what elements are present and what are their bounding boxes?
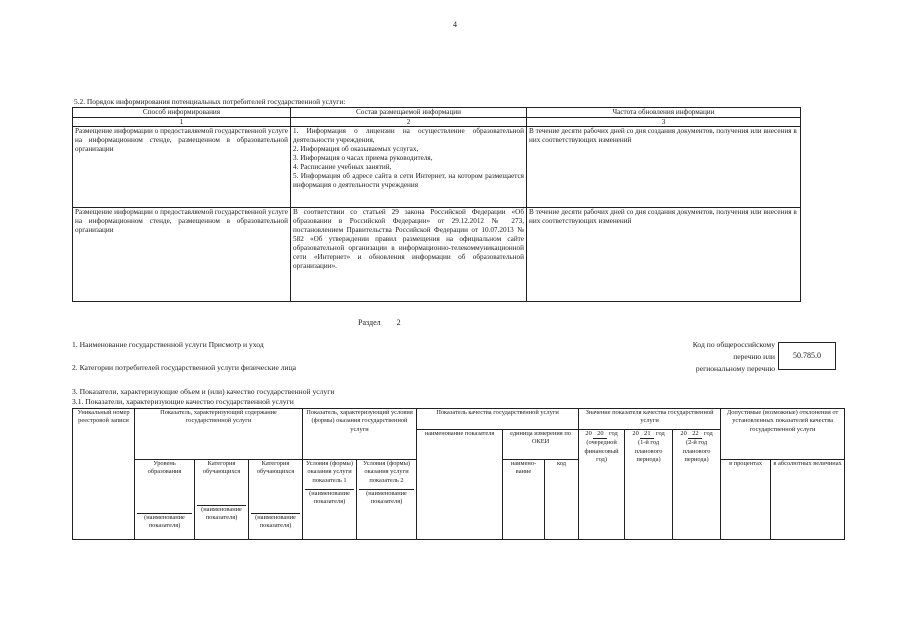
unit-header: единица измерения по ОКЕИ <box>503 430 579 460</box>
method-cell: Размещение информации о предоставляемой государственной услуге на информационном стенде, размещенном в образовательной организации <box>73 127 291 208</box>
indicators-heading: 3. Показатели, характеризующие объем и (или) качество государственной услуги <box>72 387 335 396</box>
quality-indicators-heading: 3.1. Показатели, характеризующие качество государственной услуги <box>72 397 294 406</box>
value-header: Значение показателя качества государственной услуги <box>579 409 721 430</box>
deviation-header: Допустимые (возможные) отклонения от установленных показателей качества государственной услуги <box>721 409 845 460</box>
content-col-1: Уровень образования (наименование показателя) <box>135 460 195 540</box>
content-indicator-header: Показатель, характеризующий содержание государственной услуги <box>135 409 303 460</box>
frequency-cell: В течение десяти рабочих дней со дня создания документов, получения или внесения в них соответствующих изменений <box>527 127 801 208</box>
deviation-absolute-header: в абсолютных величинах <box>771 460 845 540</box>
okei-label-line: перечню или <box>733 352 775 361</box>
col-number: 2 <box>291 118 527 127</box>
informing-table <box>72 107 801 302</box>
service-name: 1. Наименование государственной услуги Присмотр и уход <box>72 340 264 349</box>
conditions-indicator-header: Показатель, характеризующий условия (формы) оказания государственной услуги <box>303 409 417 460</box>
section-5-2-title: 5.2. Порядок информирования потенциальных потребителей государственной услуги: <box>74 97 346 106</box>
unit-name-header: наимено-вание <box>503 460 545 540</box>
section-heading <box>358 318 401 328</box>
okei-code-box: 50.785.0 <box>778 342 836 370</box>
year-3-header: 20 22 год (2-й год планового периода) <box>673 430 721 540</box>
content-line: 3. Информация о часах приема руководителя, <box>293 154 433 162</box>
section-number: 2 <box>396 318 401 327</box>
okei-label-line: региональному перечню <box>695 364 775 373</box>
table-row <box>73 127 801 208</box>
content-line: 1. Информация о лицензии на осуществление образовательной деятельности учреждения, <box>293 127 524 144</box>
frequency-cell: В течение десяти рабочих дней со дня создания документов, получения или внесения в них соответствующих изменений <box>527 208 801 302</box>
unit-code-header: код <box>545 460 579 540</box>
col-number: 1 <box>73 118 291 127</box>
content-line: 5. Информация об адресе сайта в сети Интернет, на котором размещается информация о деятельности учреждения <box>293 172 524 189</box>
content-col-3: Категория обучающихся (наименование показателя) <box>249 460 303 540</box>
col-header-content: Состав размещаемой информации <box>291 108 527 118</box>
consumer-category: 2. Категории потребителей государственной услуги физические лица <box>72 363 297 372</box>
col-header-frequency: Частота обновления информации <box>527 108 801 118</box>
year-2-header: 20 21 год (1-й год планового периода) <box>625 430 673 540</box>
content-line: 4. Расписание учебных занятий, <box>293 163 392 171</box>
okei-label-line: Код по общероссийскому <box>692 340 775 349</box>
content-col-2: Категория обучающихся (наименование показателя) <box>195 460 249 540</box>
content-cell <box>291 127 527 208</box>
indicator-name-header: наименование показателя <box>417 430 503 540</box>
deviation-percent-header: в процентах <box>721 460 771 540</box>
condition-col-1: Условия (формы) оказания услуги показатель 1 (наименование показателя) <box>303 460 357 540</box>
page-number: 4 <box>453 20 457 29</box>
condition-col-2: Условия (формы) оказания услуги показатель 2 (наименование показателя) <box>357 460 417 540</box>
table-row <box>73 208 801 302</box>
content-cell: В соответствии со статьей 29 закона Российской Федерации «Об образовании в Российской Федерации» от 29.12.2012 № 273, постановлением Правительства Российской Федерации от 10.07.2013 № 582 «Об утверждении правил размещения на официальном сайте образовательной организации в информационно-телекоммуникационной сети «Интернет» и обновления информации об образовательной организации». <box>291 208 527 302</box>
col-header-method: Способ информирования <box>73 108 291 118</box>
quality-indicator-header: Показатель качества государственной услуги <box>417 409 579 430</box>
unique-number-header: Уникальный номер реестровой записи <box>73 409 135 540</box>
col-number: 3 <box>527 118 801 127</box>
quality-indicators-table <box>72 408 845 540</box>
method-cell: Размещение информации о предоставляемой государственной услуге на информационном стенде, размещенном в образовательной организации <box>73 208 291 302</box>
section-label: Раздел <box>358 318 381 327</box>
year-1-header: 20 20 год (очередной финансовый год) <box>579 430 625 540</box>
content-line: 2. Информация об оказываемых услугах, <box>293 145 419 153</box>
